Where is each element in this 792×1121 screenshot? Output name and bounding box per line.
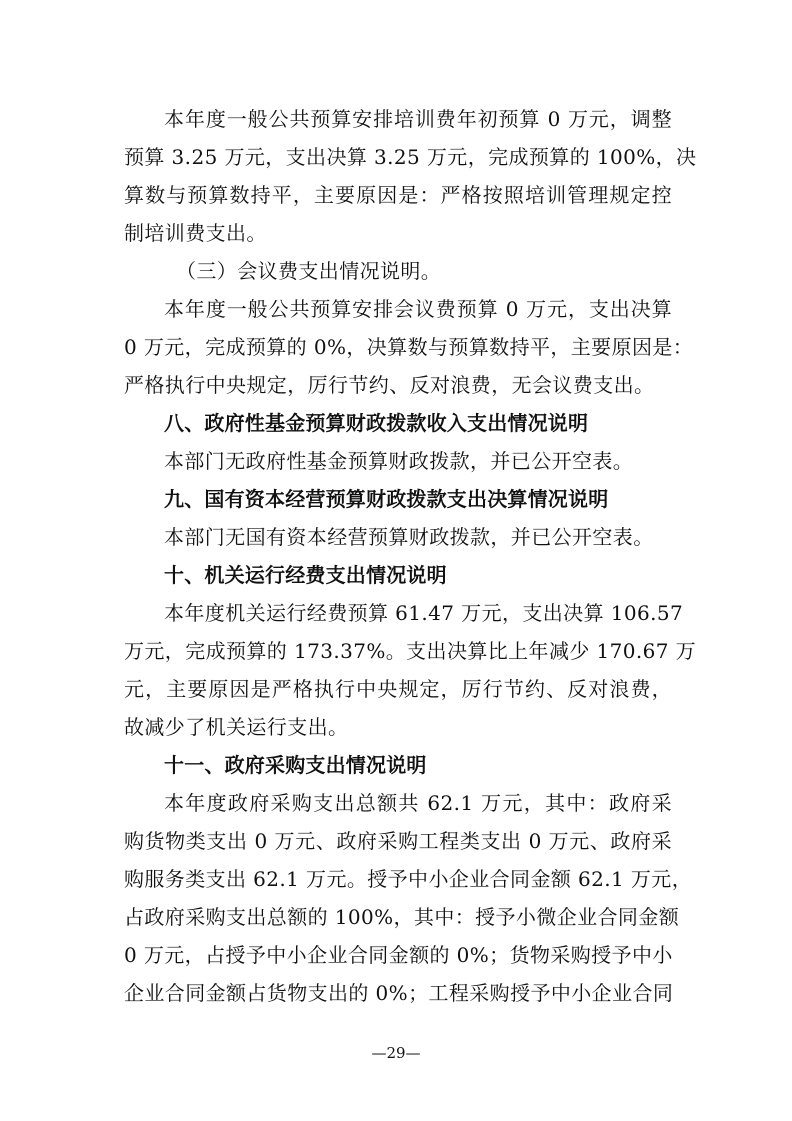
- section-heading: 八、政府性基金预算财政拨款收入支出情况说明: [164, 411, 589, 435]
- body-text-line: 算数与预算数持平，主要原因是：严格按照培训管理规定控: [124, 183, 672, 207]
- section-heading: 十一、政府采购支出情况说明: [164, 753, 427, 777]
- body-text-line: 制培训费支出。: [124, 221, 267, 245]
- body-text-line: 严格执行中央规定，厉行节约、反对浪费，无会议费支出。: [124, 373, 655, 397]
- body-text-line: 预算 3.25 万元，支出决算 3.25 万元，完成预算的 100%，决: [124, 145, 697, 169]
- body-text-line: 占政府采购支出总额的 100%，其中：授予小微企业合同金额: [124, 905, 680, 929]
- body-text-line: 元，主要原因是严格执行中央规定，厉行节约、反对浪费，: [124, 677, 672, 701]
- body-text-line: 万元，完成预算的 173.37%。支出决算比上年减少 170.67 万: [124, 639, 697, 663]
- body-text-line: 本年度机关运行经费预算 61.47 万元，支出决算 106.57: [164, 601, 684, 625]
- body-text-line: 本部门无国有资本经营预算财政拨款，并已公开空表。: [164, 525, 654, 549]
- body-text-line: 本部门无政府性基金预算财政拨款，并已公开空表。: [164, 449, 634, 473]
- body-text-line: 0 万元，完成预算的 0%，决算数与预算数持平，主要原因是：: [124, 335, 694, 359]
- body-text-line: 购服务类支出 62.1 万元。授予中小企业合同金额 62.1 万元，: [124, 867, 693, 891]
- body-text-line: 本年度一般公共预算安排培训费年初预算 0 万元，调整: [164, 107, 672, 131]
- section-heading: 十、机关运行经费支出情况说明: [164, 563, 447, 587]
- body-text-line: 企业合同金额占货物支出的 0%；工程采购授予中小企业合同: [124, 981, 674, 1005]
- page-number: —29—: [371, 1044, 421, 1062]
- body-text-line: 本年度一般公共预算安排会议费预算 0 万元，支出决算: [164, 297, 672, 321]
- section-heading: 九、国有资本经营预算财政拨款支出决算情况说明: [164, 487, 609, 511]
- body-text-line: 本年度政府采购支出总额共 62.1 万元，其中：政府采: [164, 791, 672, 815]
- body-text-line: 购货物类支出 0 万元、政府采购工程类支出 0 万元、政府采: [124, 829, 672, 853]
- body-text-line: 0 万元，占授予中小企业合同金额的 0%；货物采购授予中小: [124, 943, 673, 967]
- body-text-line: 故减少了机关运行支出。: [124, 715, 349, 739]
- section-subheading: （三）会议费支出情况说明。: [176, 259, 442, 283]
